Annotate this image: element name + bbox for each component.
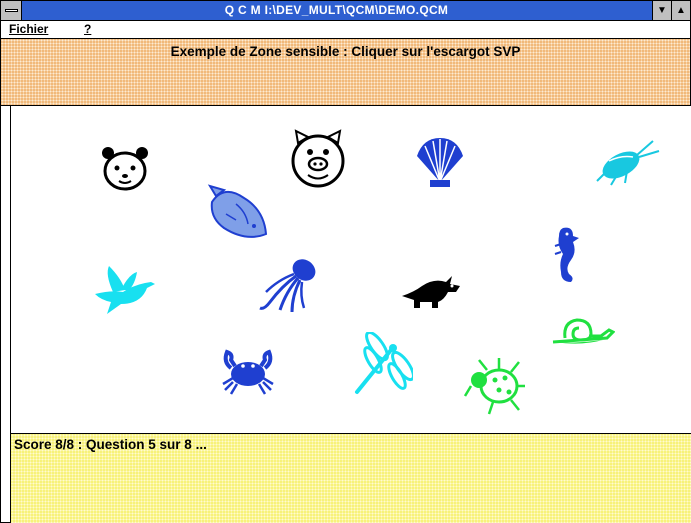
menu-fichier[interactable]: Fichier <box>9 22 49 36</box>
status-panel <box>10 433 691 523</box>
crab-icon[interactable] <box>219 348 277 396</box>
menu-help[interactable]: ? <box>84 22 92 36</box>
arrow-down-icon: ▼ <box>657 5 667 16</box>
system-menu-button[interactable] <box>1 1 22 20</box>
instruction-banner <box>1 39 690 106</box>
octopus-icon[interactable] <box>256 256 322 314</box>
maximize-button[interactable] <box>671 1 690 20</box>
bear-icon[interactable] <box>99 144 151 192</box>
shell-icon[interactable] <box>413 136 467 190</box>
pig-icon[interactable] <box>290 129 346 189</box>
minimize-button[interactable] <box>652 1 671 20</box>
bug-icon[interactable] <box>463 356 527 416</box>
dinosaur-icon[interactable] <box>400 270 464 310</box>
system-menu-icon <box>5 9 18 12</box>
instruction-text: Exemple de Zone sensible : Cliquer sur l'escargot SVP <box>170 44 521 59</box>
seahorse-icon[interactable] <box>549 224 583 284</box>
fish-icon[interactable] <box>206 184 272 244</box>
sensitive-zone-canvas <box>10 106 691 433</box>
dragonfly-icon[interactable] <box>351 332 413 396</box>
menu-bar <box>1 21 690 39</box>
beetle-icon[interactable] <box>593 137 663 187</box>
snail-icon[interactable] <box>551 316 615 348</box>
title-bar[interactable] <box>1 1 690 21</box>
window-title: Q C M I:\DEV_MULT\QCM\DEMO.QCM <box>224 3 449 17</box>
score-text: Score 8/8 : Question 5 sur 8 ... <box>14 437 207 452</box>
bird-icon[interactable] <box>91 264 157 316</box>
arrow-up-icon: ▲ <box>676 5 686 16</box>
